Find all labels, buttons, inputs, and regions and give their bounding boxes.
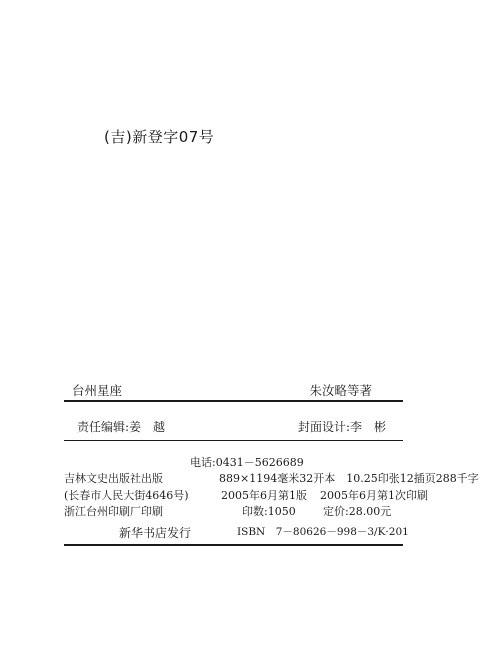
cover-designer-credit: 封面设计:李 彬 [298,420,387,434]
edition-info: 2005年6月第1版 [221,489,307,502]
book-title: 台州星座 [72,383,123,398]
isbn-number: ISBN 7－80626－998－3/K·201 [237,526,409,538]
print-copies: 印数:1050 [242,505,296,518]
printer: 浙江台州印刷厂印刷 [64,505,163,518]
phone-number: 电话:0431－5626689 [190,456,304,469]
publisher-address: (长春市人民大街4646号) [64,489,189,502]
divider-middle [64,440,403,441]
divider-top [64,400,403,402]
price: 定价:28.00元 [323,505,392,518]
editor-credit: 责任编辑:姜 越 [77,420,166,434]
publisher: 吉林文史出版社出版 [64,472,163,485]
distributor: 新华书店发行 [119,526,192,540]
registration-number: (吉)新登字07号 [104,128,215,146]
book-author: 朱汝略等著 [309,383,372,398]
format-info: 889×1194毫米32开本 10.25印张12插页288千字 [219,472,479,485]
divider-bottom [64,544,403,546]
printing-info: 2005年6月第1次印刷 [320,489,428,502]
